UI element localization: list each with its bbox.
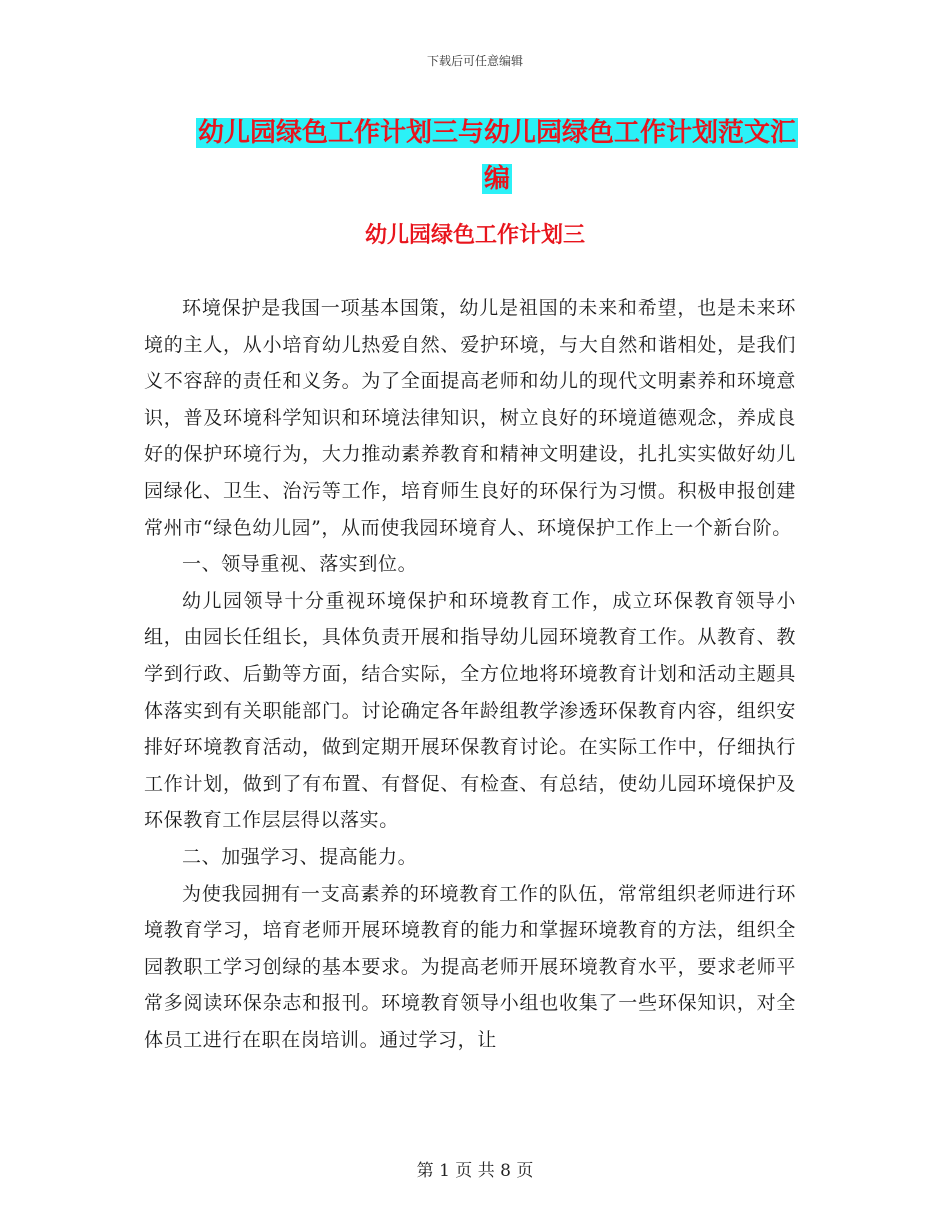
document-title-line1: 幼儿园绿色工作计划三与幼儿园绿色工作计划范文汇 bbox=[197, 118, 796, 148]
page-footer: 第 1 页 共 8 页 bbox=[416, 1161, 534, 1181]
heading-one: 一、领导重视、落实到位。 bbox=[182, 553, 418, 576]
document-title bbox=[192, 110, 802, 202]
document-body bbox=[144, 290, 796, 1058]
paragraph-intro: 环境保护是我国一项基本国策，幼儿是祖国的未来和希望，也是未来环境的主人，从小培育幼儿热爱自然、爱护环境，与大自然和谐相处，是我们义不容辞的责任和义务。为了全面提高老师和幼儿的现代文明素养和环境意识，普及环境科学知识和环境法律知识，树立良好的环境道德观念，养成良好的保护环境行为，大力推动素养教育和精神文明建设，扎扎实实做好幼儿园绿化、卫生、治污等工作，培育师生良好的环保行为习惯。积极申报创建常州市“绿色幼儿园”，从而使我园环境育人、环境保护工作上一个新台阶。 bbox=[144, 297, 796, 539]
section-title: 幼儿园绿色工作计划三 bbox=[364, 223, 585, 248]
document-title-line2: 编 bbox=[483, 164, 510, 194]
paragraph-learning: 为使我园拥有一支高素养的环境教育工作的队伍，常常组织老师进行环境教育学习，培育老师开展环境教育的能力和掌握环境教育的方法，组织全园教职工学习创绿的基本要求。为提高老师开展环境教育水平，要求老师平常多阅读环保杂志和报刊。环境教育领导小组也收集了一些环保知识，对全体员工进行在职在岗培训。通过学习，让 bbox=[144, 882, 796, 1051]
header-note: 下载后可任意编辑 bbox=[426, 54, 523, 68]
heading-two: 二、加强学习、提高能力。 bbox=[182, 845, 418, 868]
paragraph-leadership: 幼儿园领导十分重视环境保护和环境教育工作，成立环保教育领导小组，由园长任组长，具体负责开展和指导幼儿园环境教育工作。从教育、教学到行政、后勤等方面，结合实际，全方位地将环境教育计划和活动主题具体落实到有关职能部门。讨论确定各年龄组教学渗透环保教育内容，组织安排好环境教育活动，做到定期开展环保教育讨论。在实际工作中，仔细执行工作计划，做到了有布置、有督促、有检查、有总结，使幼儿园环境保护及环保教育工作层层得以落实。 bbox=[144, 589, 796, 832]
